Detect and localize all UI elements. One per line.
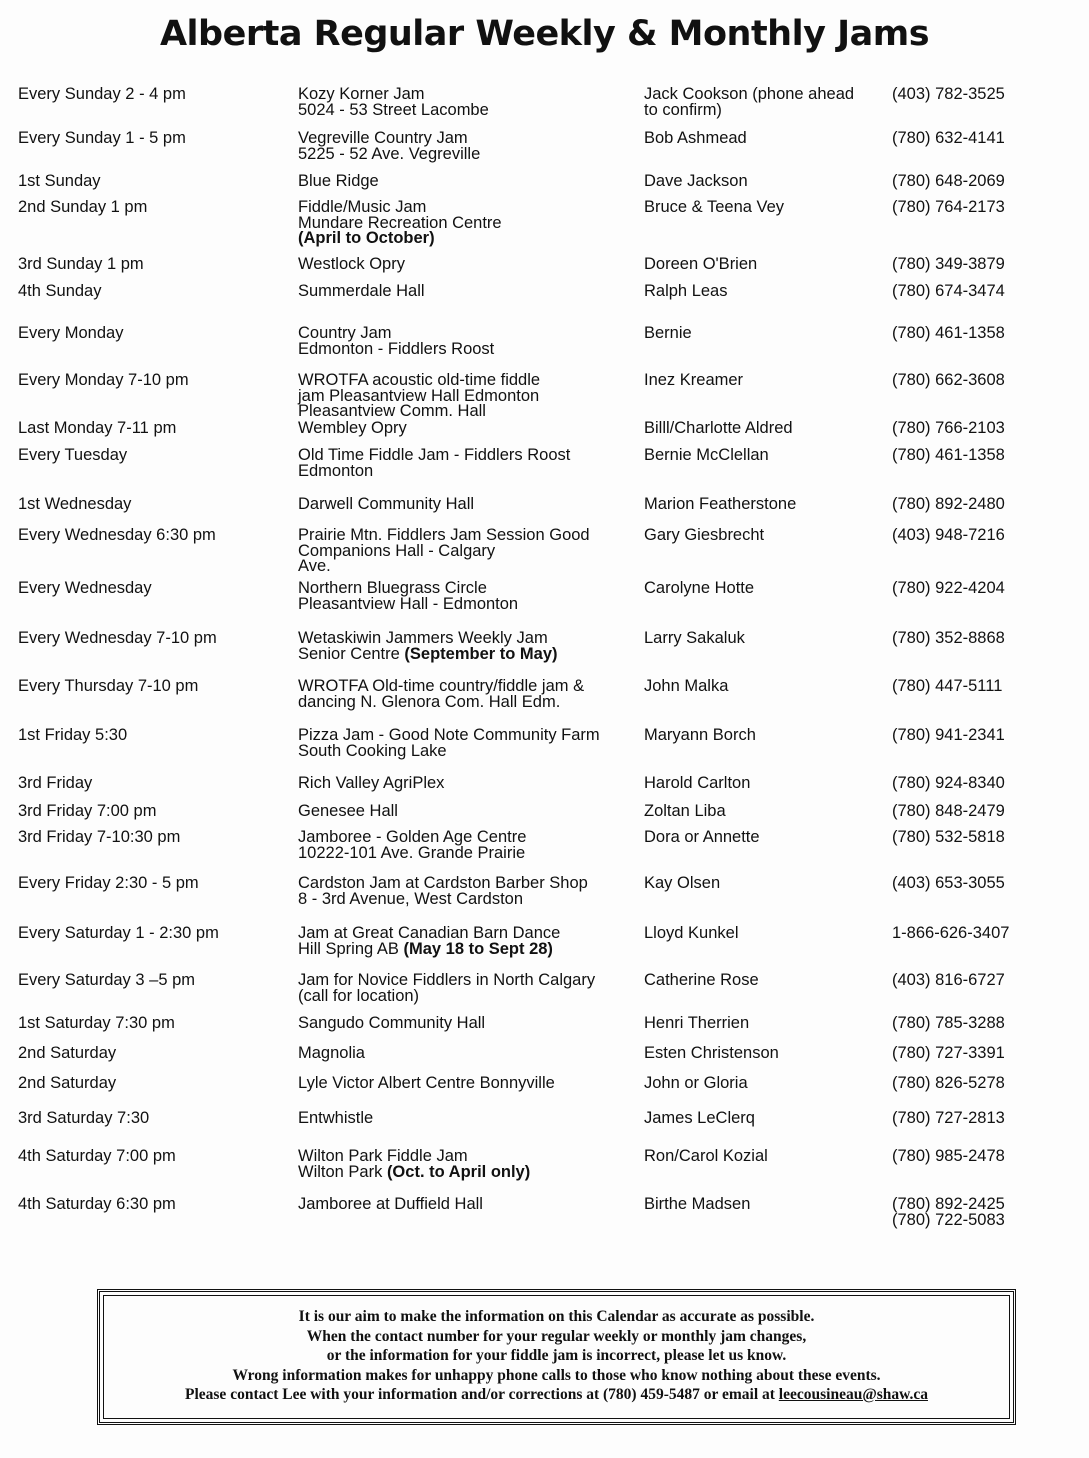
jam-phone: (780) 674-3474: [892, 282, 1005, 300]
jam-time: Every Wednesday 6:30 pm: [18, 526, 216, 544]
jam-contact: Catherine Rose: [644, 971, 759, 989]
jam-contact: Kay Olsen: [644, 874, 721, 892]
jam-phone: (780) 352-8868: [892, 629, 1005, 647]
jam-location: Entwhistle: [298, 1109, 374, 1127]
jam-time: Every Saturday 1 - 2:30 pm: [18, 924, 219, 942]
jam-time: 2nd Saturday: [18, 1074, 117, 1092]
jam-location: Northern Bluegrass Circle Pleasantview Hall - Edmonton: [298, 579, 519, 613]
jam-contact: Esten Christenson: [644, 1044, 779, 1062]
jam-contact: James LeClerq: [644, 1109, 755, 1127]
jam-location: Darwell Community Hall: [298, 495, 475, 513]
jam-time: 1st Sunday: [18, 172, 101, 190]
jam-location: Pizza Jam - Good Note Community Farm South Cooking Lake: [298, 726, 600, 760]
jam-phone: (780) 922-4204: [892, 579, 1005, 597]
jam-contact: Bernie: [644, 324, 692, 342]
notice-line: or the information for your fiddle jam is incorrect, please let us know.: [326, 1347, 787, 1364]
jam-contact: John or Gloria: [644, 1074, 748, 1092]
jam-time: Every Wednesday 7-10 pm: [18, 629, 217, 647]
jam-location: Wembley Opry: [298, 419, 407, 437]
email-link[interactable]: leecousineau@shaw.ca: [778, 1386, 928, 1403]
jam-location: WROTFA acoustic old-time fiddle jam Pleasantview Hall Edmonton Pleasantview Comm. Hall: [298, 371, 541, 420]
jam-location: Jamboree at Duffield Hall: [298, 1195, 483, 1213]
notice-line: When the contact number for your regular weekly or monthly jam changes,: [306, 1327, 807, 1345]
jam-location: Cardston Jam at Cardston Barber Shop 8 - 3rd Avenue, West Cardston: [298, 874, 588, 908]
jam-location: Fiddle/Music Jam Mundare Recreation Centre (April to October): [298, 198, 502, 247]
jam-location: Blue Ridge: [298, 172, 379, 190]
jam-phone: (780) 892-2480: [892, 495, 1005, 513]
jam-time: 2nd Saturday: [18, 1044, 117, 1062]
jam-location: Summerdale Hall: [298, 282, 425, 300]
jam-phone: (780) 848-2479: [892, 802, 1005, 820]
jam-contact: Dave Jackson: [644, 172, 748, 190]
jam-location: Prairie Mtn. Fiddlers Jam Session Good Companions Hall - Calgary Ave.: [298, 526, 590, 575]
jam-time: 1st Friday 5:30: [18, 726, 128, 744]
jam-time: Every Monday 7-10 pm: [18, 371, 189, 389]
jam-time: 3rd Friday 7:00 pm: [18, 802, 157, 820]
notice-line: Wrong information makes for unhappy phone calls to those who know nothing about these events.: [232, 1366, 881, 1384]
jam-contact: Larry Sakaluk: [644, 629, 745, 647]
jam-phone: (780) 532-5818: [892, 828, 1005, 846]
jam-phone: (780) 648-2069: [892, 172, 1005, 190]
jam-phone: (403) 782-3525: [892, 85, 1005, 103]
jam-location: Jam at Great Canadian Barn Dance Hill Spring AB (May 18 to Sept 28): [298, 924, 561, 958]
jam-contact: Harold Carlton: [644, 774, 751, 792]
jam-contact: Birthe Madsen: [644, 1195, 751, 1213]
jam-contact: Doreen O'Brien: [644, 255, 758, 273]
jam-phone: (780) 892-2425 (780) 722-5083: [892, 1195, 1005, 1229]
accuracy-notice-box: [97, 1289, 1016, 1425]
jam-phone: (780) 924-8340: [892, 774, 1005, 792]
jam-phone: (780) 632-4141: [892, 129, 1005, 147]
jam-time: 4th Saturday 7:00 pm: [18, 1147, 176, 1165]
jam-contact: John Malka: [644, 677, 729, 695]
jam-phone: (780) 764-2173: [892, 198, 1005, 216]
jam-location: Wetaskiwin Jammers Weekly Jam Senior Centre (September to May): [298, 629, 558, 663]
jam-contact: Bernie McClellan: [644, 446, 769, 464]
jam-location: Country Jam Edmonton - Fiddlers Roost: [298, 324, 495, 358]
jam-time: Every Sunday 2 - 4 pm: [18, 85, 186, 103]
jam-time: Last Monday 7-11 pm: [18, 419, 177, 437]
page-title: Alberta Regular Weekly & Monthly Jams: [159, 14, 930, 54]
jam-contact: Ralph Leas: [644, 282, 728, 300]
jam-contact: Bruce & Teena Vey: [644, 198, 785, 216]
jam-location: Kozy Korner Jam 5024 - 53 Street Lacombe: [298, 85, 489, 119]
jam-time: 1st Wednesday: [18, 495, 132, 513]
jam-phone: (780) 826-5278: [892, 1074, 1005, 1092]
jam-contact: Marion Featherstone: [644, 495, 797, 513]
jam-contact: Gary Giesbrecht: [644, 526, 765, 544]
jam-contact: Zoltan Liba: [644, 802, 726, 820]
jam-phone: (780) 727-2813: [892, 1109, 1005, 1127]
jam-time: 4th Saturday 6:30 pm: [18, 1195, 176, 1213]
jam-location: Rich Valley AgriPlex: [298, 774, 445, 792]
jam-phone: (780) 461-1358: [892, 446, 1005, 464]
jam-location: Vegreville Country Jam 5225 - 52 Ave. Vegreville: [298, 129, 481, 163]
jam-location: WROTFA Old-time country/fiddle jam & dancing N. Glenora Com. Hall Edm.: [298, 677, 585, 711]
jam-location: Lyle Victor Albert Centre Bonnyville: [298, 1074, 555, 1092]
jam-location: Magnolia: [298, 1044, 365, 1062]
jam-time: Every Saturday 3 –5 pm: [18, 971, 196, 989]
jam-phone: (780) 785-3288: [892, 1014, 1005, 1032]
jam-contact: Carolyne Hotte: [644, 579, 755, 597]
jam-phone: (403) 816-6727: [892, 971, 1005, 989]
jam-contact: Billl/Charlotte Aldred: [644, 419, 793, 437]
jam-contact: Maryann Borch: [644, 726, 756, 744]
jam-location: Wilton Park Fiddle Jam Wilton Park (Oct. to April only): [298, 1147, 531, 1181]
notice-line: It is our aim to make the information on this Calendar as accurate as possible.: [298, 1308, 815, 1325]
jam-phone: (780) 447-5111: [892, 677, 1003, 695]
jam-time: 1st Saturday 7:30 pm: [18, 1014, 175, 1032]
jam-location: Genesee Hall: [298, 802, 398, 820]
jam-time: 3rd Friday 7-10:30 pm: [18, 828, 181, 846]
jam-phone: (780) 662-3608: [892, 371, 1005, 389]
jam-time: Every Friday 2:30 - 5 pm: [18, 874, 199, 892]
jam-phone: (403) 653-3055: [892, 874, 1005, 892]
jam-phone: (780) 349-3879: [892, 255, 1005, 273]
jam-phone: (780) 461-1358: [892, 324, 1005, 342]
jam-time: 3rd Friday: [18, 774, 93, 792]
jam-phone: (403) 948-7216: [892, 526, 1005, 544]
jam-contact: Ron/Carol Kozial: [644, 1147, 768, 1165]
jam-contact: Lloyd Kunkel: [644, 924, 739, 942]
jam-location: Jam for Novice Fiddlers in North Calgary (call for location): [298, 971, 596, 1005]
jam-time: 4th Sunday: [18, 282, 102, 300]
jam-time: 3rd Sunday 1 pm: [18, 255, 144, 273]
jam-contact: Henri Therrien: [644, 1014, 750, 1032]
jam-contact: Inez Kreamer: [644, 371, 744, 389]
jam-time: 2nd Sunday 1 pm: [18, 198, 148, 216]
jam-location: Jamboree - Golden Age Centre 10222-101 Ave. Grande Prairie: [298, 828, 527, 862]
jam-location: Westlock Opry: [298, 255, 405, 273]
jam-phone: (780) 941-2341: [892, 726, 1005, 744]
jam-contact: Bob Ashmead: [644, 129, 747, 147]
jam-phone: 1-866-626-3407: [892, 924, 1010, 942]
jam-contact: Jack Cookson (phone ahead to confirm): [644, 85, 855, 119]
jam-time: 3rd Saturday 7:30: [18, 1109, 150, 1127]
jam-phone: (780) 985-2478: [892, 1147, 1005, 1165]
jam-time: Every Monday: [18, 324, 124, 342]
jam-time: Every Wednesday: [18, 579, 152, 597]
jam-time: Every Sunday 1 - 5 pm: [18, 129, 186, 147]
notice-contact-line: Please contact Lee with your information and/or corrections at (780) 459-5487 or email at leecousineau@shaw.ca: [185, 1386, 928, 1403]
jam-phone: (780) 727-3391: [892, 1044, 1005, 1062]
jam-time: Every Thursday 7-10 pm: [18, 677, 199, 695]
jam-time: Every Tuesday: [18, 446, 128, 464]
jam-location: Sangudo Community Hall: [298, 1014, 486, 1032]
jam-phone: (780) 766-2103: [892, 419, 1005, 437]
jam-location: Old Time Fiddle Jam - Fiddlers Roost Edmonton: [298, 446, 571, 480]
jam-contact: Dora or Annette: [644, 828, 760, 846]
